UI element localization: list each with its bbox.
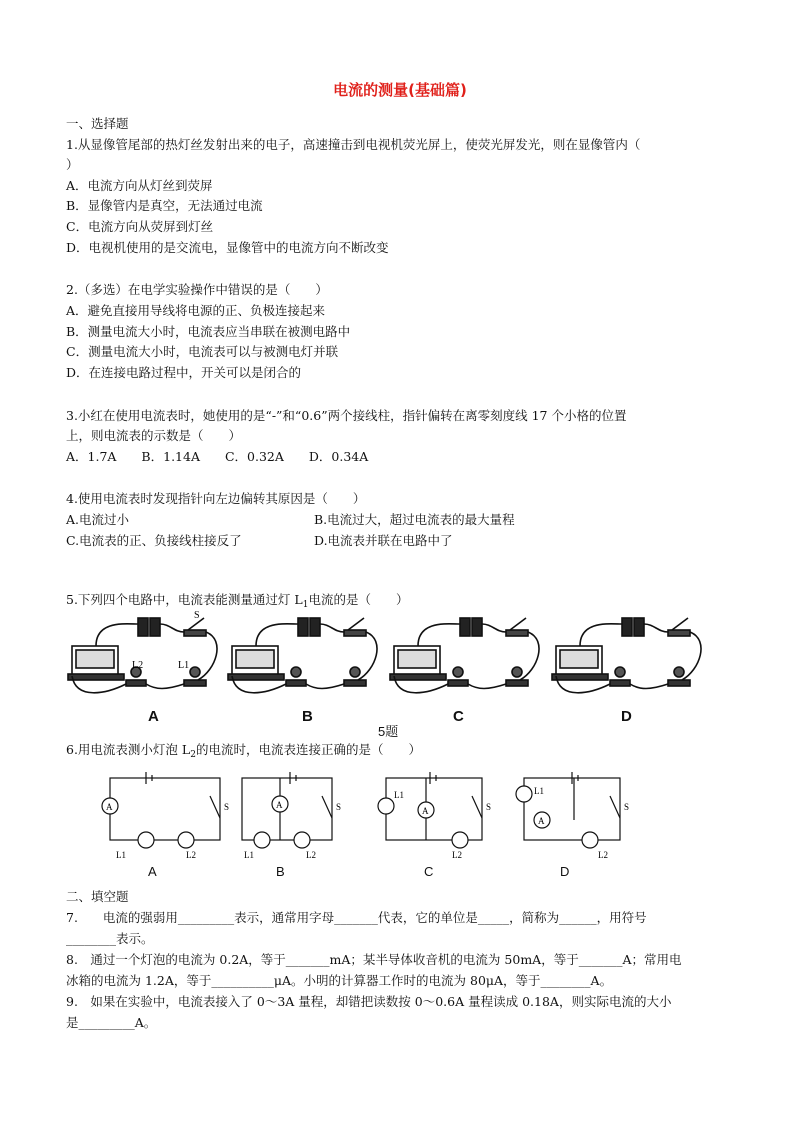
q1-stem-end: ）	[66, 157, 79, 172]
q6-a-switch: S	[224, 802, 230, 812]
q6-circuit-figure	[90, 770, 650, 860]
q3-options: A．1.7A B．1.14A C．0.32A D．0.34A	[66, 449, 369, 464]
q2-option-a: A．避免直接用导线将电源的正、负极连接起来	[66, 303, 326, 318]
q5-label-c: C	[453, 708, 464, 725]
q4-option-a: A.电流过小	[66, 512, 130, 527]
section-fill-heading: 二、填空题	[66, 889, 129, 904]
q6-c-switch: S	[486, 802, 492, 812]
q9-line1: 9. 如果在实验中，电流表接入了 0～3A 量程，却错把读数按 0～0.6A 量程读成 0.18A，则实际电流的大小	[66, 994, 672, 1009]
q6-d-l2: L2	[598, 850, 608, 860]
q6-d-switch: S	[624, 802, 630, 812]
q6-c-l2: L2	[452, 850, 462, 860]
q5-label-s: S	[194, 610, 200, 621]
q2-option-b: B．测量电流大小时，电流表应当串联在被测电路中	[66, 324, 351, 339]
q4-option-b: B.电流过大，超过电流表的最大量程	[314, 512, 515, 527]
q2-option-c: C．测量电流大小时，电流表可以与被测电灯并联	[66, 344, 339, 359]
q1-option-a: A．电流方向从灯丝到荧屏	[66, 178, 213, 193]
page-title: 电流的测量(基础篇)	[333, 81, 467, 99]
q6-label-b: B	[276, 864, 285, 879]
q3-stem: 3.小红在使用电流表时，她使用的是“-”和“0.6”两个接线柱，指针偏转在离零刻度线 17 个小格的位置	[66, 408, 627, 423]
q5-label-b: B	[302, 708, 313, 725]
q1-option-d: D．电视机使用的是交流电，显像管中的电流方向不断改变	[66, 240, 389, 255]
q6-a-l1: L1	[116, 850, 126, 860]
q1-option-c: C．电流方向从荧屏到灯丝	[66, 219, 214, 234]
q6-b-switch: S	[336, 802, 342, 812]
q9-line2: 是_________A。	[66, 1015, 157, 1030]
q7-line1: 7. 电流的强弱用_________表示，通常用字母_______代表，它的单位是_____，简称为______，用符号	[66, 910, 647, 925]
q1-stem: 1.从显像管尾部的热灯丝发射出来的电子，高速撞击到电视机荧光屏上，使荧光屏发光，则在显像管内（	[66, 137, 641, 152]
q6-d-l1: L1	[534, 786, 544, 796]
q6-label-a: A	[148, 864, 157, 879]
q5-label-d: D	[621, 708, 632, 725]
q6-c-l1: L1	[394, 790, 404, 800]
q5-figure-caption: 5题	[378, 724, 399, 739]
section-choice-heading: 一、选择题	[66, 116, 129, 131]
q7-line2: ________表示。	[66, 931, 154, 946]
q4-stem: 4.使用电流表时发现指针向左边偏转其原因是（ ）	[66, 491, 366, 506]
q6-label-d: D	[560, 864, 570, 879]
q8-line2: 冰箱的电流为 1.2A，等于__________μA。小明的计算器工作时的电流为 80μA，等于________A。	[66, 973, 613, 988]
q6-b-ammeter: A	[276, 800, 283, 810]
q8-line1: 8. 通过一个灯泡的电流为 0.2A，等于_______mA；某半导体收音机的电流为 50mA，等于_______A；常用电	[66, 952, 682, 967]
q6-a-ammeter: A	[106, 802, 113, 812]
q1-option-b: B．显像管内是真空，无法通过电流	[66, 198, 263, 213]
q5-stem: 5.下列四个电路中，电流表能测量通过灯 $L_1$电流的是（ ）	[66, 592, 409, 610]
q2-option-d: D．在连接电路过程中，开关可以是闭合的	[66, 365, 302, 380]
q2-stem: 2.（多选）在电学实验操作中错误的是（ ）	[66, 282, 328, 297]
q5-label-a: A	[148, 708, 159, 725]
q6-b-l2: L2	[306, 850, 316, 860]
q6-b-l1: L1	[244, 850, 254, 860]
q6-c-ammeter: A	[422, 806, 429, 816]
q5-label-l2: L2	[132, 660, 144, 671]
q4-option-d: D.电流表并联在电路中了	[314, 533, 453, 548]
q4-option-c: C.电流表的正、负接线柱接反了	[66, 533, 242, 548]
q6-stem: 6.用电流表测小灯泡 $L_2$的电流时，电流表连接正确的是（ ）	[66, 742, 421, 760]
q3-stem-end: 上，则电流表的示数是（ ）	[66, 428, 242, 443]
q6-a-l2: L2	[186, 850, 196, 860]
q6-d-ammeter: A	[538, 816, 545, 826]
q5-label-l1: L1	[178, 660, 190, 671]
q6-label-c: C	[424, 864, 434, 879]
